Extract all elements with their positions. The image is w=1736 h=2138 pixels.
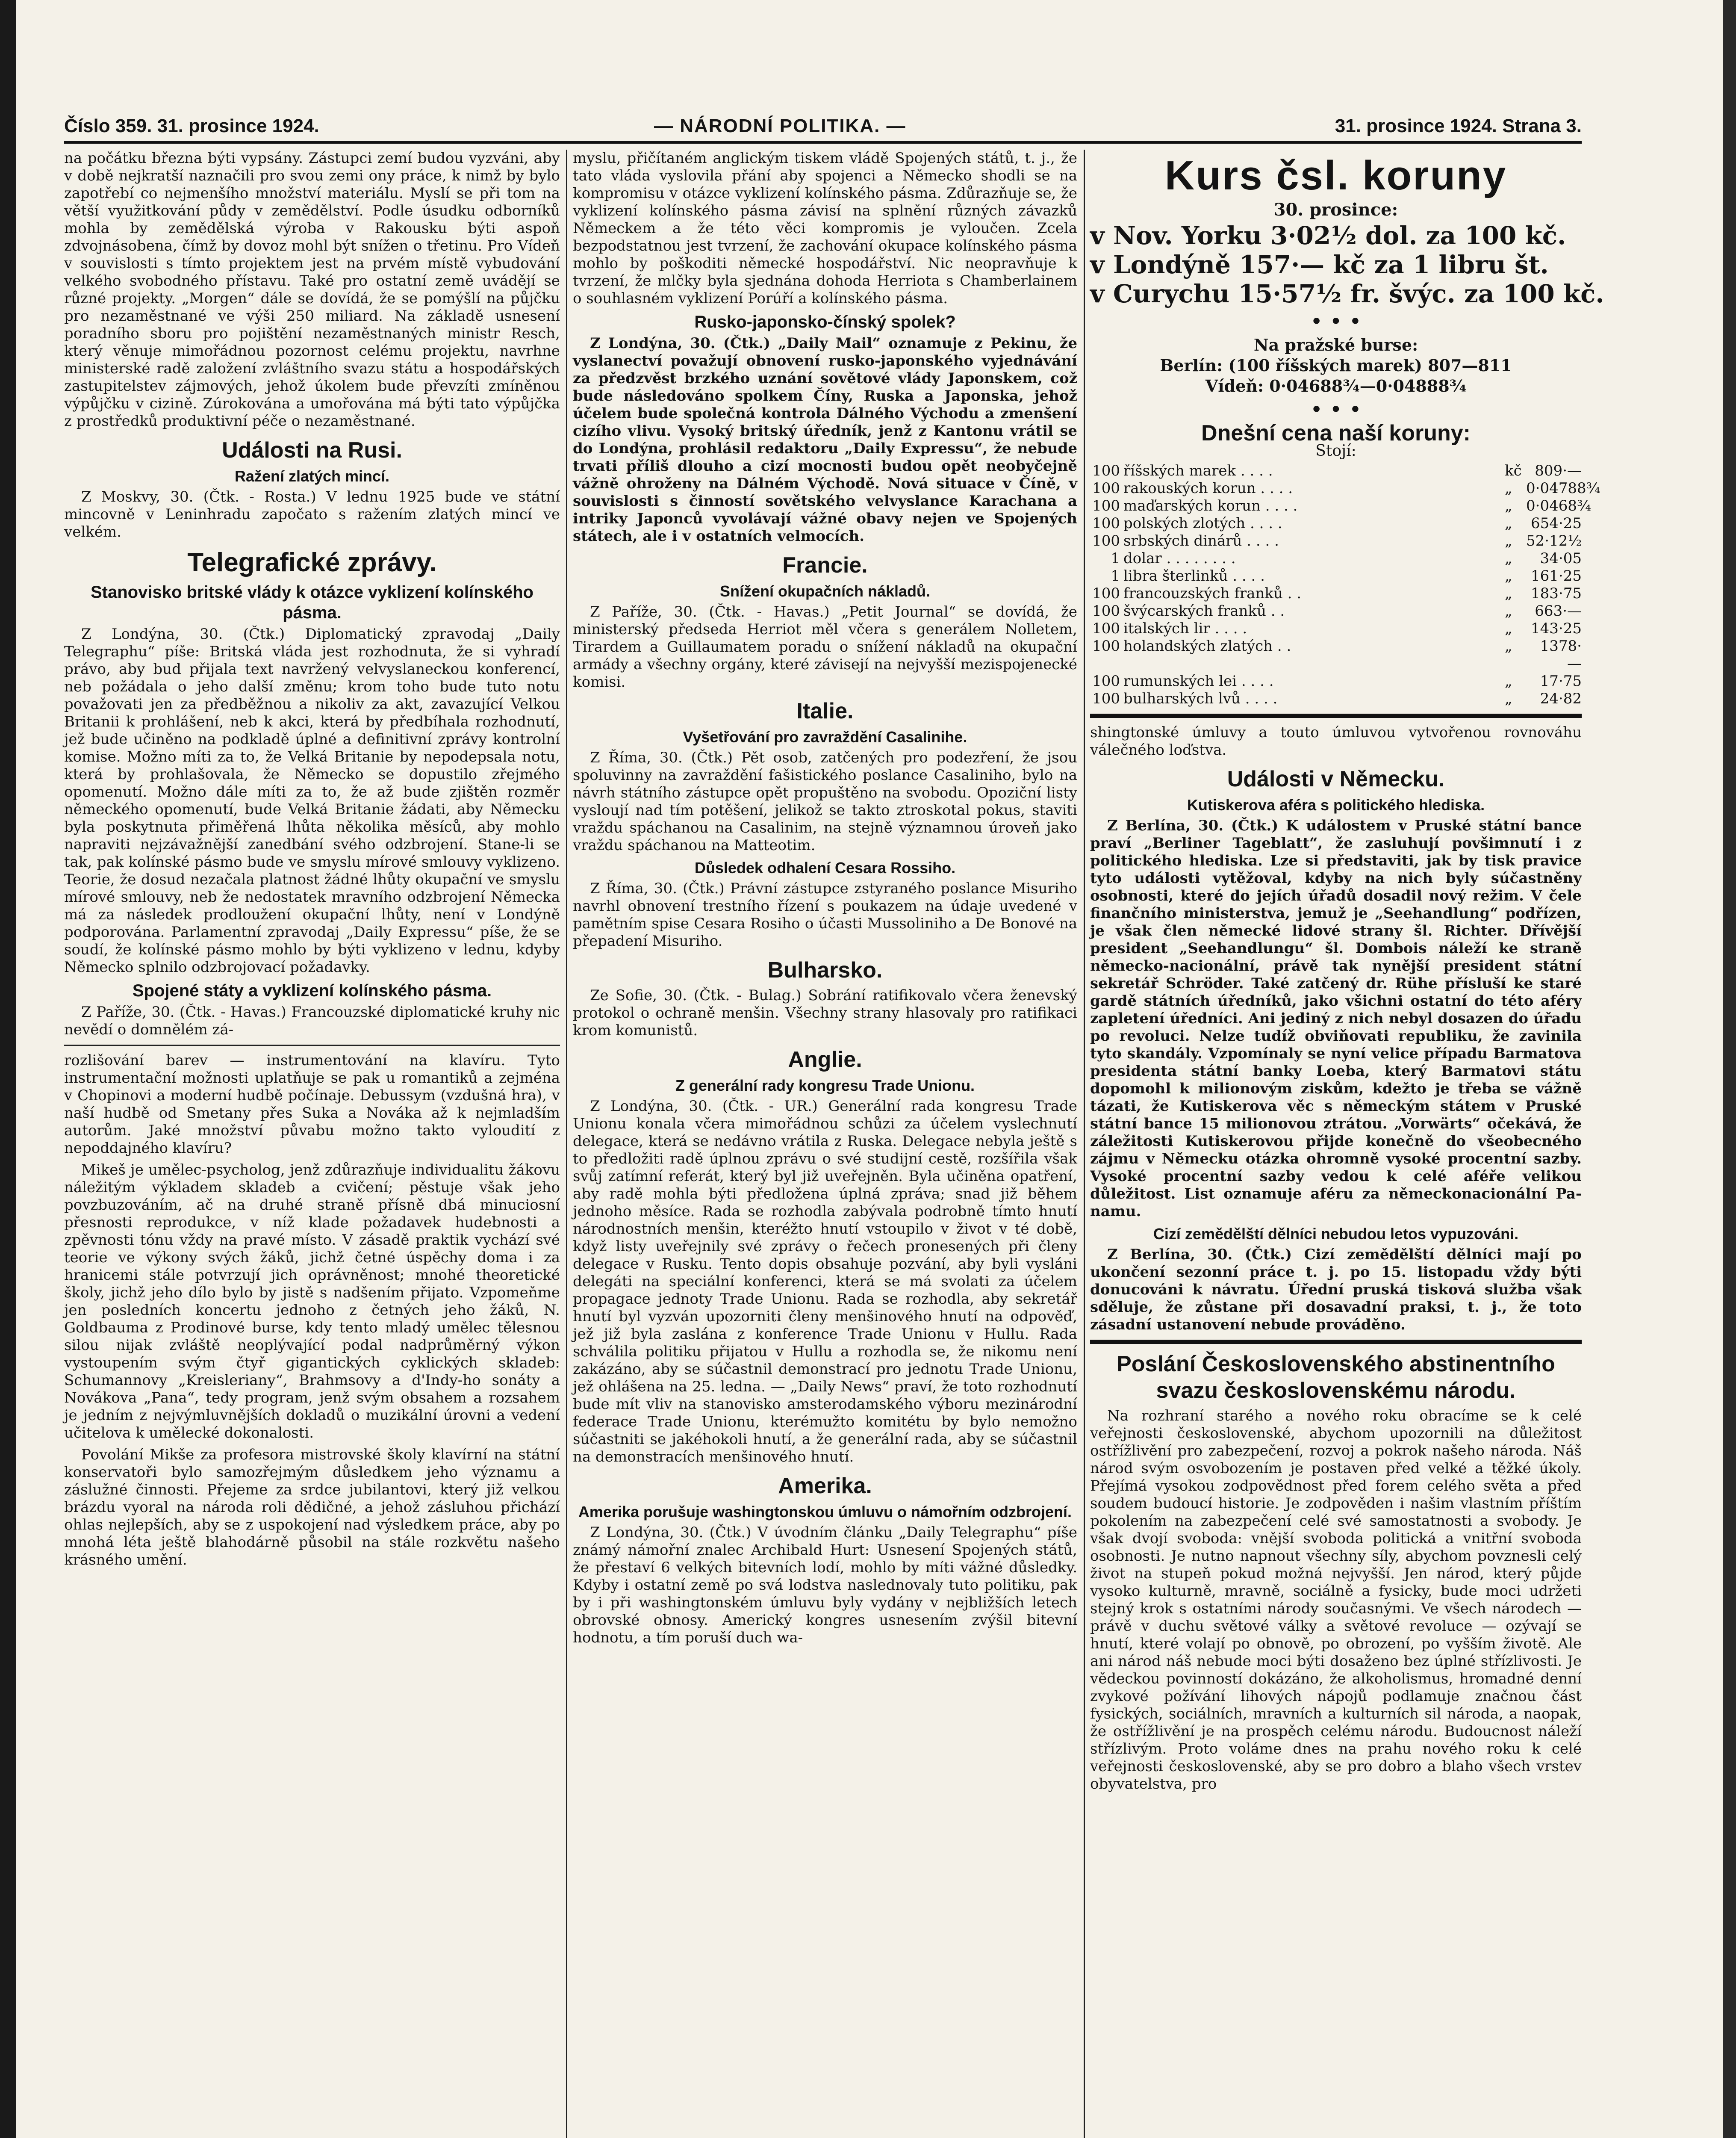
article-heading: Rusko-japonsko-čínský spolek? [694,313,956,331]
rate-new-york: v Nov. Yorku 3·02½ dol. za 100 kč. [1090,221,1566,250]
rate-unit: „ [1505,550,1512,567]
rate-currency: holandských zlatých . . [1123,638,1291,655]
column-2 [573,150,1077,2138]
article-paragraph: Z Říma, 30. (Čtk.) Právní zástupce zstyraného poslance Misuriho navrhl obnovení trestního řízení s poukazem na údaje uvedené v pamětním spise Cesara Rosiho o účasti Mussoliniho a De Bonové na přepadení Misuriho. [573,880,1077,950]
rate-currency: dolar . . . . . . . . [1123,550,1236,567]
exchange-rate-title: Kurs čsl. koruny [1164,153,1507,198]
article-paragraph: Z Londýna, 30. (Čtk.) Diplomatický zpravodaj „Daily Telegraphu“ píše: Britská vláda jest rozhodnuta, že si vyhradí právo, aby bud přijala text navržený velvyslaneckou konferencí, neb požádala o jeho další změnu; krom toho bude tuto notu považovati jen za předběžnou a nikoliv za akt, zavazující Velkou Britanii k prohlášení, neb k akci, která by předbíhala rozhodnutí, jež bude učiněno na podkladě úplné a definitivní zprávy kontrolní komise. Možno míti za to, že Velká Britanie by nepodepsala notu, která by prohlašovala, že Německo se dopustilo zřejmého opomenutí. Možno dále míti za to, že až bude zjištěn rozměr německého opomenutí, bude Velká Britanie žádati, aby Německu byla poskytnuta přiměřená lhůta několika měsíců, aby mohlo napraviti nejzávažnější zanedbání svého odzbrojení. Stane-li se tak, pak kolínské pásmo bude ve smyslu mírové smlouvy vyklizeno. Teorie, že dosud nezačala platnost žádné lhůty okupační ve smyslu mírové smlouvy, neb že nedostatek mravního odzbrojení Německa má za následek prodloužení okupační lhůty, není v Londýně podporována. Parlamentní zpravodaj „Daily Expressu“ píše, že se soudí, že kolínské pásmo mohlo by býti vyklizeno v lednu, kdyby Německo splnilo odzbrojovací požadavky. [64,626,560,976]
rate-row [1090,515,1582,532]
section-heading-nemecko: Události v Německu. [1227,767,1445,791]
rate-unit: „ [1505,690,1512,707]
rate-value: 809·— [1535,462,1582,479]
rate-unit: „ [1505,638,1512,655]
rate-value: 143·25 [1531,620,1582,637]
feuilleton-paragraph: Mikeš je umělec-psycholog, jenž zdůrazňuje individualitu žákovu náležitým výkladem skladeb a cvičení; pěstuje však jeho povzbuzováním, ač na druhé straně přísně dbá minuciosní přesnosti reprodukce, v níž klade požadavek hudebnosti a zpěvnosti tónu vždy na pravé místo. V zásadě praktik vychází své teorie ve výkony svých žáků, jichž četné úspěchy doma i za hranicemi stále potvrzují jich oprávněnost; mnohé theoretické školy, jichž jeho dílo bylo by jistě s nadšením přijato. Vzpomeňme jen posledních koncertu jednoho z četných jeho žáků, N. Goldbauma z Prodinové burse, kdy tento mladý umělec tělesnou silou nijak zvláště neoplývající podal nadprůměrný výkon vystoupením svým čtyř gigantických cyklických skladeb: Schumannovy „Kreisleriany“, Brahmsovy a d'Indy-ho sonáty a Novákova „Pana“, tedy program, jenž svým obsahem a rozsahem je jedním z nejvýmluvnějších dokladů o muzikální úrovni a vedení učitelova k umělecké dokonalosti. [64,1161,560,1441]
rate-value: 0·04788¾ [1526,480,1600,497]
feuilleton-paragraph: Povolání Mikše za profesora mistrovské školy klavírní na státní konservatoři bylo samozřejmým důsledkem jeho významu a záslužné činnosti. Přejeme za srdce jubilantovi, který již velkou brázdu vyoral na národa roli dědičné, a jehož zásluhou přichází ohlas nejlepších, aby se z uspokojení nad výsledkem práce, aby po mnohá léta ještě blahodárně působil na stále rozkvětu našeho krásného umění. [64,1446,560,1568]
article-paragraph: Z Berlína, 30. (Čtk.) Cizí zemědělští dělníci mají po ukončení sezonní práce t. j. po 15. listopadu vždy býti donucováni k návratu. Úřední pruská tisková služba však sděluje, že zůstane při dosavadní praksi, t. j., že toto zásadní ustanovení nebude prováděno. [1090,1246,1582,1333]
rate-row [1090,690,1582,708]
rate-qty: 1 [1111,567,1120,585]
prague-exchange-vienna: Vídeň: 0·04688¾—0·04888¾ [1205,376,1467,396]
rate-unit: „ [1505,673,1512,690]
rate-unit: „ [1505,515,1512,532]
rate-value: 34·05 [1540,550,1582,567]
article-heading: Stanovisko britské vlády k otázce vyklizení kolínského pásma. [91,583,533,622]
rate-row [1090,567,1582,585]
scan-edge-left [0,0,16,2138]
scan-edge-right [1723,0,1736,2138]
article-heading: Kutiskerova aféra s politického hlediska. [1187,796,1485,814]
rate-unit: „ [1505,480,1512,497]
newspaper-title: — NÁRODNÍ POLITIKA. — [654,115,906,136]
rate-row [1090,620,1582,638]
article-heading: Z generální rady kongresu Trade Unionu. [675,1077,975,1094]
rate-unit: „ [1505,620,1512,637]
article-continuation: na počátku března býti vypsány. Zástupci zemí budou vyzváni, aby v době nejkratší naznačili pro svou zemi ony práce, k nimž by bylo zapotřebí co nejmenšího množství materiálu. Myslí se při tom na větší využitkování půdy v zemědělství. Podle úsudku odborníků mohla by zemědělská výroba v Rakousku býti aspoň zdvojnásobena, čímž by dovoz mohl být snížen o třetinu. Pro Vídeň v souvislosti s tímto projektem jest na prvém místě vybudování velkého svobodného přístavu. Také pro ostatní země uvádějí se různé projekty. „Morgen“ dále se dovídá, že se pomýšlí na půjčku pro nezaměstnané ve výši 250 miliard. Na základě usnesení poradního sboru pro pojištění nezaměstnaných ministr Resch, který věnuje mimořádnou pozornost celému projektu, navrhne ministerské radě založení zvláštního svazu státu a hospodářských zastupitelstev zájmových, jehož úkolem bude převzíti zmíněnou výpůjčku v cizině. Zúrokována a umořována má býti tato výpůjčka z prostředků produktivní péče o nezaměstnané. [64,150,560,430]
rate-value: 0·0468¾ [1526,497,1591,514]
rate-currency: libra šterlinků . . . . [1123,567,1265,585]
rate-row [1090,497,1591,515]
rate-row [1090,532,1582,550]
article-paragraph: Z Londýna, 30. (Čtk.) „Daily Mail“ oznamuje z Pekinu, že vyslanectví považují obnovení rusko-japonského vyjednávání za předzvěst brzkého uznání sovětové vlády Japonskem, což bude následováno spolkem Číny, Ruska a Japonska, jehož účelem bude společná kontrola Dálného Východu a zmenšení cizího vlivu. Vysoký britský úředník, jenž z Kantonu vrátil se do Londýna, prohlásil redaktoru „Daily Expressu“, že nebude trvati příliš dlouho a cizí mocnosti budou opět neobyčejně vážně ohroženy na Dálném Východě. Nová situace v Číně, v souvislosti s činností sovětského velvyslance Karachana a intriky Japonců vyvolávají vážné obavy nejen ve Spojených státech, ale i v ostatních velmocích. [573,335,1077,545]
article-heading: Vyšetřování pro zavraždění Casalinihe. [683,728,967,746]
article-paragraph: Z Říma, 30. (Čtk.) Pět osob, zatčených pro podezření, že jsou spoluvinny na zavraždění fašistického poslance Casaliniho, bylo na návrh státního zástupce opět propuštěno na svobodu. Opoziční listy vysloují nad tím potěšení, jelikož se takto ztroskotal pokus, staviti vraždu spáchanou na Casalinim, na stejně významnou úroveň jako vraždu spáchanou na Matteotim. [573,749,1077,854]
column-divider-1 [566,150,567,2138]
rate-qty: 100 [1092,497,1120,514]
rate-qty: 1 [1111,550,1120,567]
page-header [64,111,1582,141]
rate-london: v Londýně 157·— kč za 1 libru št. [1090,250,1549,279]
rate-qty: 100 [1092,480,1120,497]
rate-currency: polských zlotých . . . . [1123,515,1282,532]
rate-row [1090,585,1582,602]
article-continuation: myslu, přičítaném anglickým tiskem vládě Spojených států, t. j., že tato vláda vyslovila přání aby spojenci a Německo shodli se na kompromisu v otázce vyklizení kolínského pásma. Zdůrazňuje se, že vyklizení kolínského pásma závisí na splnění různých závazků Německem a že této věci kompromis je vyloučen. Zcela bezpodstatnou jest tvrzení, že zachování okupace kolínského pásma mohlo by poškoditi německé hospodářství. Nic neopravňuje k tvrzení, že mlčky byla sjednána dohoda Herriota s Chamberlainem o souhlasném vyklizení Porúří a kolínského pásma. [573,150,1077,307]
rate-unit: kč [1505,462,1522,479]
rate-unit: „ [1505,567,1512,585]
rate-row [1090,550,1582,567]
article-paragraph: Na rozhraní starého a nového roku obracíme se k celé veřejnosti československé, abychom upozornili na důležitost ostřížlivění pro zabezpečení, rozvoj a pokrok našeho národa. Náš národ svým osvobozením je postaven před velké a těžké úkoly. Přejímá vysokou zodpovědnost před forem celého světa a před soudem budoucí historie. Je zodpověden i našim vlastním příštím pokolením na zabezpečení celé své samostatnosti a svobody. Je však dvojí svoboda: vnější svoboda politická a vnitřní svoboda osobnosti. Je nutno napnout všechny síly, abychom povznesli celý život na stupeň pokud možná nejvyšší. Jen národ, který půjde vysoko kulturně, mravně, sociálně a fysicky, bude moci udržeti stejný krok s ostatními národy současnými. Ve všech národech — právě v duchu světové války a světové revoluce — ozývají se hnutí, které volají po obnově, po obrození, po vyšším životě. Ale ani národ náš nebude moci býti dosaženo bez úplné střízlivosti. Je vědeckou povinností dokázáno, že alkoholismus, hromadné denní zvykové požívání lihových nápojů podlamuje značnou část fysických, sociálních, mravních a kulturních sil národa, a naopak, že ostřížlivění je na prospěch celému národu. Budoucnost náleží střízlivým. Proto voláme dnes na prahu nového roku k celé veřejnosti československé, aby se pro dobro a blaho všech vrstev obyvatelstva, pro [1090,1407,1582,1792]
rate-qty: 100 [1092,620,1120,637]
rate-qty: 100 [1092,638,1120,655]
prague-exchange-title: Na pražské burse: [1253,335,1418,354]
section-heading-amerika: Amerika. [778,1474,872,1498]
column-3 [1090,150,1604,2138]
feuilleton-paragraph: rozlišování barev — instrumentování na klavíru. Tyto instrumentační možnosti uplatňuje se pak u romantiků a zejména v Chopinovi a moderní hudbě počínaje. Debussym (vzdušná hra), v naší hudbě od Smetany přes Suka a Nováka až k nejmladším autorům. Jaké množství půvabu možno takto vyloudití z nepoddajného klavíru? [64,1052,560,1157]
rate-row [1090,480,1600,497]
rate-currency: italských lir . . . . [1123,620,1247,637]
header-rule [64,141,1582,144]
rates-table-title: Dnešní cena naší koruny: [1201,421,1471,446]
section-rule [1090,1340,1582,1344]
feuilleton-divider [64,1045,560,1046]
article-paragraph: Z Londýna, 30. (Čtk.) V úvodním článku „Daily Telegraphu“ píše známý námořní znalec Archibald Hurt: Usnesení Spojených států, že přestaví 6 velkých bitevních lodí, mohlo by míti vážné důsledky. Kdyby i ostatní země po svá lodstva naslednovaly tuto politiku, pak by i při washingtonském úmluvu byly vydány v nejbližších letech obrovské obnosy. Americký kongres usnesením zvýšil bitevní hodnotu, a tím poruší duch wa- [573,1524,1077,1646]
rate-unit: „ [1505,532,1512,549]
rate-unit: „ [1505,497,1512,514]
article-paragraph: Z Moskvy, 30. (Čtk. - Rosta.) V lednu 1925 bude ve státní mincovně v Leninhradu započato s ražením zlatých mincí ve velkém. [64,488,560,540]
rate-row [1090,602,1582,620]
rate-currency: francouzských franků . . [1123,585,1302,602]
rates-table-subtitle: Stojí: [1315,442,1356,460]
article-heading: Cizí zemědělští dělníci nebudou letos vypuzováni. [1153,1225,1519,1243]
rate-value: 654·25 [1531,515,1582,532]
rate-unit: „ [1505,585,1512,602]
rate-currency: říšských marek . . . . [1123,462,1273,479]
rate-value: 17·75 [1540,673,1582,690]
article-heading-abstinence: Poslání Československého abstinentního svazu československému národu. [1117,1352,1555,1403]
article-paragraph: Z Paříže, 30. (Čtk. - Havas.) Francouzské diplomatické kruhy nic nevědí o domnělém zá- [64,1004,560,1038]
article-continuation: shingtonské úmluvy a touto úmluvou vytvořenou rovnováhu válečného loďstva. [1090,724,1582,759]
rate-currency: bulharských lvů . . . . [1123,690,1278,707]
rates-bottom-rule [1090,714,1582,718]
prague-exchange-berlin: Berlín: (100 říšských marek) 807—811 [1160,356,1512,375]
section-heading-anglie: Anglie. [788,1047,862,1072]
ornament-dots: • • • [1310,309,1362,334]
rate-value: 161·25 [1531,567,1582,585]
rate-currency: rumunských lei . . . . [1123,673,1274,690]
rate-qty: 100 [1092,462,1120,479]
article-heading: Důsledek odhalení Cesara Rossiho. [694,859,956,877]
rate-qty: 100 [1092,673,1120,690]
rate-currency: švýcarských franků . . [1123,602,1285,620]
page-info: 31. prosince 1924. Strana 3. [1335,115,1582,136]
rate-qty: 100 [1092,602,1120,620]
article-heading: Ražení zlatých mincí. [234,467,390,485]
rate-qty: 100 [1092,585,1120,602]
section-heading-telegraf: Telegrafické zprávy. [187,548,437,577]
article-heading: Amerika porušuje washingtonskou úmluvu o námořním odzbrojení. [578,1503,1072,1521]
exchange-rate-date: 30. prosince: [1273,200,1398,220]
section-heading-italie: Italie. [796,699,854,723]
section-heading-bulharsko: Bulharsko. [767,958,883,983]
column-1 [64,150,560,2138]
rate-value: 52·12½ [1526,532,1582,549]
section-heading-rus: Události na Rusi. [222,438,402,463]
rate-row [1090,462,1582,480]
ornament-dots: • • • [1310,397,1362,422]
article-paragraph: Ze Sofie, 30. (Čtk. - Bulag.) Sobrání ratifikovalo včera ženevský protokol o ochraně menšin. Všechny strany hlasovaly pro ratifikaci krom komunistů. [573,987,1077,1039]
rate-zurich: v Curychu 15·57½ fr. švýc. za 100 kč. [1090,279,1604,308]
rate-value: 1378·— [1540,638,1582,672]
rate-unit: „ [1505,602,1512,620]
rates-table [1090,462,1600,708]
rate-qty: 100 [1092,690,1120,707]
article-paragraph: Z Londýna, 30. (Čtk. - UR.) Generální rada kongresu Trade Unionu konala včera mimořádnou schůzi za účelem vyslechnutí delegace, která se nedávno vrátila z Ruska. Delegace nebyla ještě s to předložiti radě úplnou zprávu o své studijní cestě, rozšířila však svůj zatímní referát, který byl již uveřejněn. Byla učiněna opatření, aby radě mohla býti předložena úplná zpráva; snad již během jednoho měsíce. Rada se rozhodla zabývala podrobně tímto hnutí národnostních menšin, kteréžto hnutí vstoupilo v život v té době, když listy uveřejnily své zprávy o řečech pronesených při členy delegace v Rusku. Tento dopis obsahuje pozvání, aby byli vysláni delegáti na speciální konferenci, která se má svolati za účelem propagace jednoty Trade Unionu. Rada se rozhodla, aby sekretář hnutí byl vyzván upozorniti členy menšinového hnutí na odpověď, jež již byla zaslána z konference Trade Unionu v Hullu. Rada schválila politiku přijatou v Hullu a rozhodla se, že nikomu není zakázáno, aby se súčastnil demonstrací pro jednotu Trade Unionu, jež ohlášena na 25. ledna. — „Daily News“ praví, že toto rozhodnutí bude mít vliv na stanovisko amsterodamského výboru mezinárodní federace Trade Unionu, kterémužto komitétu by bylo nemožno súčastniti se jakéhokoli hnutí, a že generální rada, aby se súčastnil na demonstracích menšinového hnutí. [573,1098,1077,1465]
rate-currency: srbských dinárů . . . . [1123,532,1279,549]
issue-info: Číslo 359. 31. prosince 1924. [64,115,319,136]
section-heading-francie: Francie. [782,553,868,578]
rate-row [1090,673,1582,690]
rate-value: 663·— [1535,602,1582,620]
rate-value: 24·82 [1540,690,1582,707]
rate-qty: 100 [1092,515,1120,532]
article-paragraph: Z Paříže, 30. (Čtk. - Havas.) „Petit Journal“ se dovídá, že ministerský předseda Herriot měl včera s generálem Nolletem, Tirardem a Guillaumatem poradu o snížení nákladů na okupační armády a všechny orgány, které závisejí na nejvyšší mezispojenecké komisi. [573,603,1077,691]
rate-currency: maďarských korun . . . . [1123,497,1298,514]
rate-currency: rakouských korun . . . . [1123,480,1293,497]
rate-qty: 100 [1092,532,1120,549]
rate-row [1090,638,1582,673]
rate-value: 183·75 [1531,585,1582,602]
article-heading: Snížení okupačních nákladů. [719,582,931,600]
article-paragraph: Z Berlína, 30. (Čtk.) K událostem v Pruské státní bance praví „Berliner Tageblatt“, že zasluhují povšimnutí i z politického hlediska. Lze si představiti, jak by tisk pravice tyto události vytěžoval, kdyby na nich byly súčastněny osobnosti, které do jejích úřadů dosadil nový režim. V čele finančního ministerstva, jemuž je „Seehandlung“ podřízen, je však člen německé lidové strany šl. Richter. Dřívější president „Seehandlungu“ šl. Dombois náleží ke straně německo-nacionální, právě tak nynější president státní sekretář Schröder. Také zatčený dr. Rühe přísluší ke staré gardě státních úředníků, jako všichni ostatní do této aféry zapletení úředníci. Ani jediný z nich nebyl dosazen do úřadu po revoluci. Nelze tudíž obviňovati republiku, že zavinila tyto skandály. Vzpomínaly se nyní velice případu Barmatova presidenta státní banky Loeba, který Barmatovi státu dopomohl k milionovým ziskům, kdežto je třeba se vážně tázati, že Kutiskerova věc s německým státem v Pruské státní bance 15 milionovou ztrátou. „Vorwärts“ očekává, že záležitosti Kutiskerovou přijde konečně do všeobecného zájmu v Německu otázka ohromně vysoké procentní sazby. Vysoké procentní sazby vedou k celé aféře velikou důležitost. List oznamuje aféru za německonacionální Pa- namu. [1090,817,1582,1220]
article-heading: Spojené státy a vyklizení kolínského pásma. [132,981,492,1000]
column-divider-2 [1084,150,1085,2138]
